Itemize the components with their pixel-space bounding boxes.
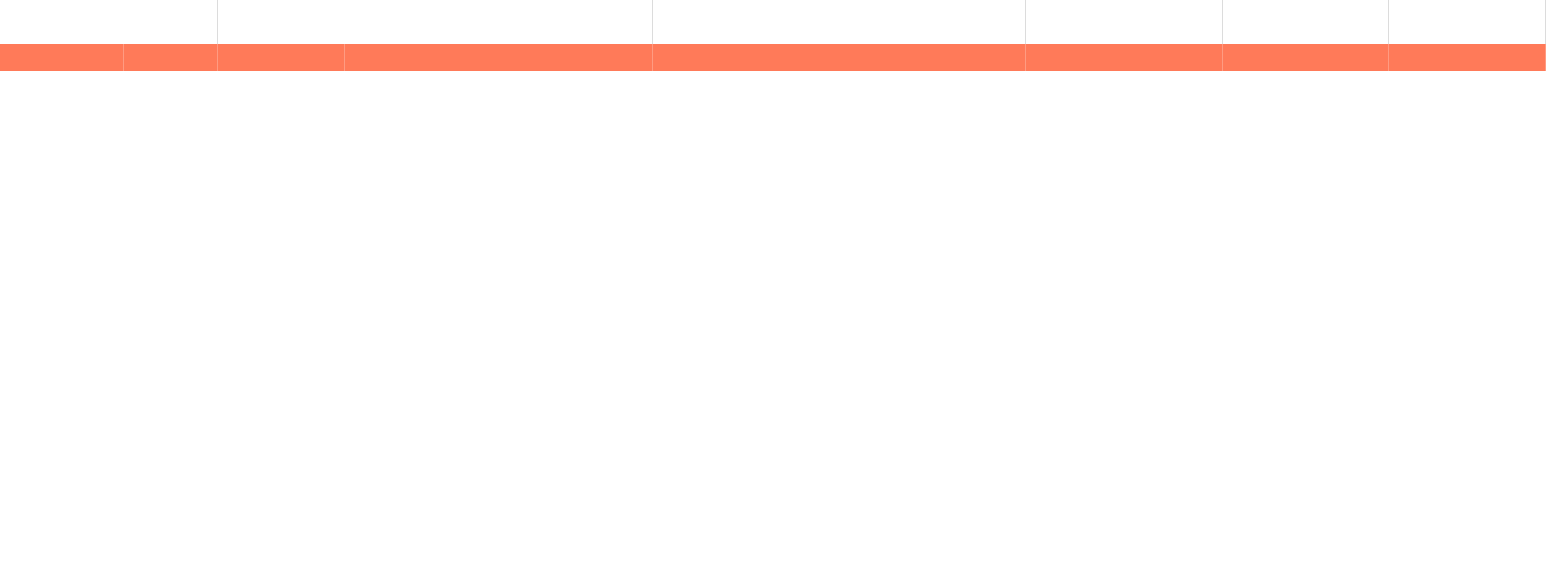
header-topic-title[interactable]: [345, 44, 653, 71]
promo-cell: [653, 0, 1026, 44]
header-due-date[interactable]: [124, 44, 218, 71]
hubspot-logo: [0, 0, 217, 44]
column-header-row: [0, 44, 1546, 71]
promo-text: [653, 0, 1025, 4]
header-keywords[interactable]: [1026, 44, 1223, 71]
empty-cell[interactable]: [1223, 0, 1389, 44]
page-title: [218, 0, 652, 44]
cta-cell[interactable]: [1026, 0, 1223, 44]
logo-cell: [0, 0, 218, 44]
header-target-personas[interactable]: [1223, 44, 1389, 71]
header-publish-date[interactable]: [0, 44, 124, 71]
title-row: [0, 0, 1546, 44]
header-offer-cta[interactable]: [1389, 44, 1546, 71]
header-content-details[interactable]: [653, 44, 1026, 71]
empty-cell[interactable]: [1389, 0, 1546, 44]
title-cell: [218, 0, 653, 44]
header-author[interactable]: [218, 44, 345, 71]
